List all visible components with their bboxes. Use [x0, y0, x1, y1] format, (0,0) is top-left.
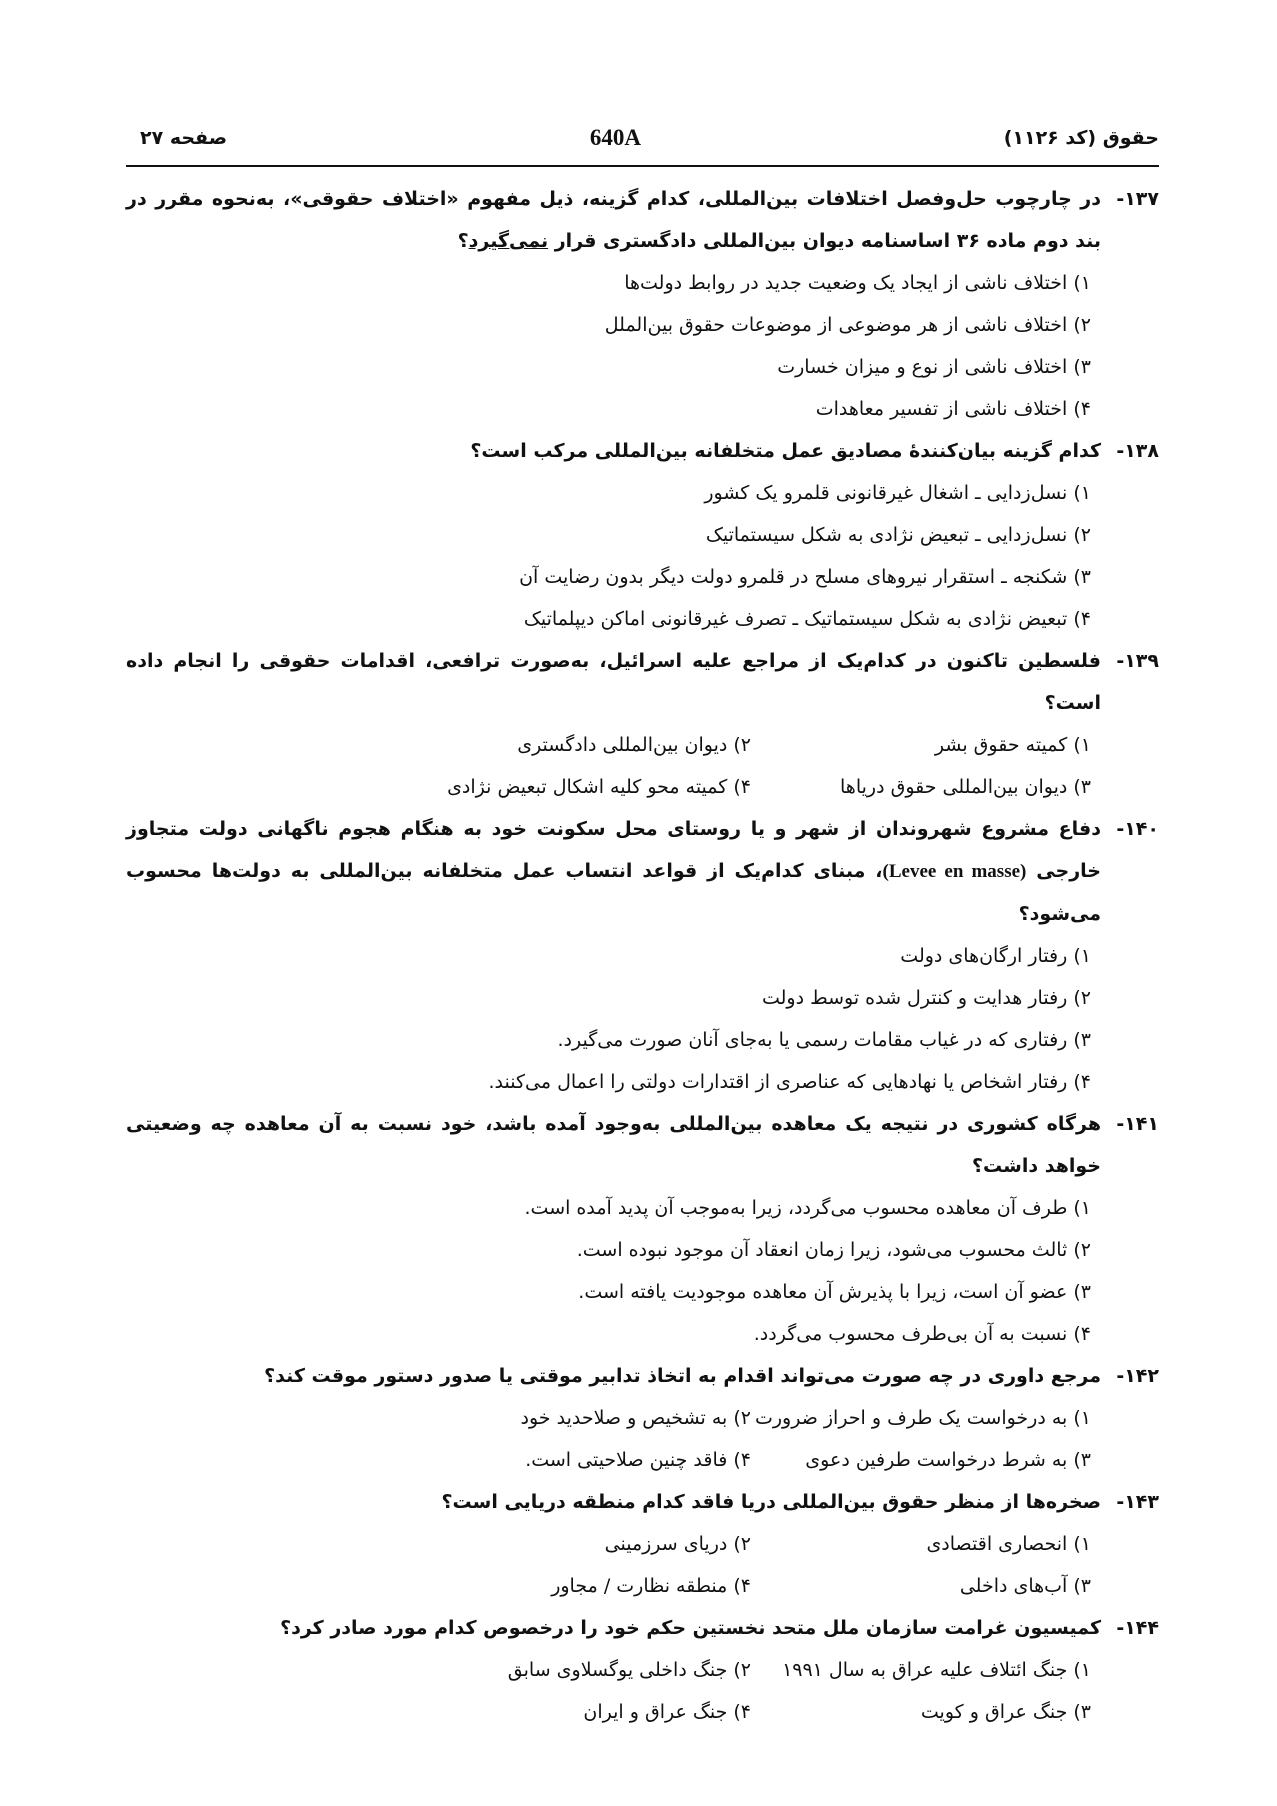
option-3: ۳) شکنجه ـ استقرار نیروهای مسلح در قلمرو دولت دیگر بدون رضایت آن — [519, 566, 1091, 588]
question-141 — [126, 1103, 1159, 1355]
question-137 — [126, 178, 1159, 430]
option-4: ۴) جنگ عراق و ایران — [583, 1701, 751, 1723]
option-2: ۲) نسل‌زدایی ـ تبعیض نژادی به شکل سیستماتیک — [705, 524, 1091, 546]
question-number: ۱۳۹- — [1116, 650, 1159, 672]
option-1: ۱) طرف آن معاهده محسوب می‌گردد، زیرا به‌موجب آن پدید آمده است. — [524, 1197, 1091, 1219]
question-number: ۱۴۲- — [1116, 1365, 1159, 1387]
booklet-code: 640A — [589, 125, 641, 150]
option-4: ۴) کمیته محو کلیه اشکال تبعیض نژادی — [447, 776, 751, 798]
option-3: ۳) جنگ عراق و کویت — [920, 1701, 1091, 1723]
question-text: مرجع داوری در چه صورت می‌تواند اقدام به اتخاذ تدابیر موقتی یا صدور دستور موقت کند؟ — [264, 1365, 1101, 1387]
question-text: در چارچوب حل‌وفصل اختلافات بین‌المللی، کدام گزینه، ذیل مفهوم «اختلاف حقوقی»، به‌نحوه مقرر در بند دوم ماده ۳۶ اساسنامه دیوان بین‌المللی دادگستری قرار نمی‌گیرد؟ — [126, 188, 1101, 252]
option-3: ۳) به شرط درخواست طرفین دعوی — [805, 1449, 1091, 1471]
option-3: ۳) دیوان بین‌المللی حقوق دریاها — [840, 776, 1091, 798]
option-4: ۴) فاقد چنین صلاحیتی است. — [525, 1449, 751, 1471]
option-4: ۴) رفتار اشخاص یا نهادهایی که عناصری از اقتدارات دولتی را اعمال می‌کنند. — [488, 1071, 1091, 1093]
page-number: صفحه ۲۷ — [140, 127, 228, 149]
question-144 — [126, 1607, 1159, 1733]
option-1: ۱) کمیته حقوق بشر — [934, 734, 1091, 756]
option-1: ۱) رفتار ارگان‌های دولت — [900, 945, 1091, 967]
option-4: ۴) تبعیض نژادی به شکل سیستماتیک ـ تصرف غیرقانونی اماکن دیپلماتیک — [523, 608, 1091, 630]
question-143 — [126, 1481, 1159, 1607]
question-142 — [126, 1355, 1159, 1481]
question-138 — [126, 430, 1159, 640]
option-3: ۳) اختلاف ناشی از نوع و میزان خسارت — [777, 356, 1091, 378]
question-number: ۱۴۰- — [1116, 818, 1159, 840]
option-1: ۱) جنگ ائتلاف علیه عراق به سال ۱۹۹۱ — [782, 1659, 1091, 1681]
question-text: کدام گزینه بیان‌کنندهٔ مصادیق عمل متخلفانه بین‌المللی مرکب است؟ — [470, 440, 1101, 462]
question-text: دفاع مشروع شهروندان از شهر و یا روستای محل سکونت خود به هنگام هجوم ناگهانی دولت متجاوز خارجی (Levee en masse)، مبنای کدام‌یک از قواعد انتساب عمل متخلفانه بین‌المللی به دولت‌ها محسوب می‌شود؟ — [126, 818, 1101, 925]
question-text: کمیسیون غرامت سازمان ملل متحد نخستین حکم خود را درخصوص کدام مورد صادر کرد؟ — [280, 1617, 1101, 1639]
option-4: ۴) نسبت به آن بی‌طرف محسوب می‌گردد. — [753, 1323, 1091, 1345]
question-number: ۱۳۷- — [1116, 188, 1159, 210]
question-number: ۱۴۱- — [1116, 1113, 1159, 1135]
question-number: ۱۳۸- — [1116, 440, 1159, 462]
option-1: ۱) به درخواست یک طرف و احراز ضرورت — [754, 1407, 1091, 1429]
option-2: ۲) جنگ داخلی یوگسلاوی سابق — [507, 1659, 751, 1681]
option-3: ۳) آب‌های داخلی — [959, 1575, 1091, 1597]
subject-label: حقوق (کد ۱۱۲۶) — [1003, 127, 1159, 149]
option-4: ۴) منطقه نظارت / مجاور — [551, 1575, 751, 1597]
option-1: ۱) انحصاری اقتصادی — [926, 1533, 1091, 1555]
questions-list — [126, 178, 1159, 1733]
header-divider — [126, 165, 1159, 167]
question-text: فلسطین تاکنون در کدام‌یک از مراجع علیه اسرائیل، به‌صورت ترافعی، اقدامات حقوقی را انجام داده است؟ — [126, 650, 1101, 714]
option-1: ۱) اختلاف ناشی از ایجاد یک وضعیت جدید در روابط دولت‌ها — [624, 272, 1091, 294]
option-2: ۲) دریای سرزمینی — [604, 1533, 751, 1555]
option-2: ۲) رفتار هدایت و کنترل شده توسط دولت — [761, 987, 1091, 1009]
option-4: ۴) اختلاف ناشی از تفسیر معاهدات — [815, 398, 1091, 420]
option-1: ۱) نسل‌زدایی ـ اشغال غیرقانونی قلمرو یک کشور — [704, 482, 1091, 504]
option-3: ۳) عضو آن است، زیرا با پذیرش آن معاهده موجودیت یافته است. — [578, 1281, 1091, 1303]
option-2: ۲) ثالث محسوب می‌شود، زیرا زمان انعقاد آن موجود نبوده است. — [576, 1239, 1091, 1261]
question-number: ۱۴۳- — [1116, 1491, 1159, 1513]
option-3: ۳) رفتاری که در غیاب مقامات رسمی یا به‌جای آنان صورت می‌گیرد. — [557, 1029, 1091, 1051]
option-2: ۲) اختلاف ناشی از هر موضوعی از موضوعات حقوق بین‌الملل — [604, 314, 1091, 336]
emphasized-word: نمی‌گیرد — [468, 230, 549, 252]
question-text: صخره‌ها از منظر حقوق بین‌المللی دریا فاقد کدام منطقه دریایی است؟ — [441, 1491, 1101, 1513]
page-header — [140, 118, 1159, 158]
question-140 — [126, 808, 1159, 1103]
option-2: ۲) دیوان بین‌المللی دادگستری — [517, 734, 751, 756]
question-139 — [126, 640, 1159, 808]
option-2: ۲) به تشخیص و صلاحدید خود — [520, 1407, 751, 1429]
question-number: ۱۴۴- — [1116, 1617, 1159, 1639]
question-text: هرگاه کشوری در نتیجه یک معاهده بین‌المللی به‌وجود آمده باشد، خود نسبت به آن معاهده چه وضعیتی خواهد داشت؟ — [126, 1113, 1101, 1177]
latin-term: (Levee en masse) — [882, 861, 1027, 882]
